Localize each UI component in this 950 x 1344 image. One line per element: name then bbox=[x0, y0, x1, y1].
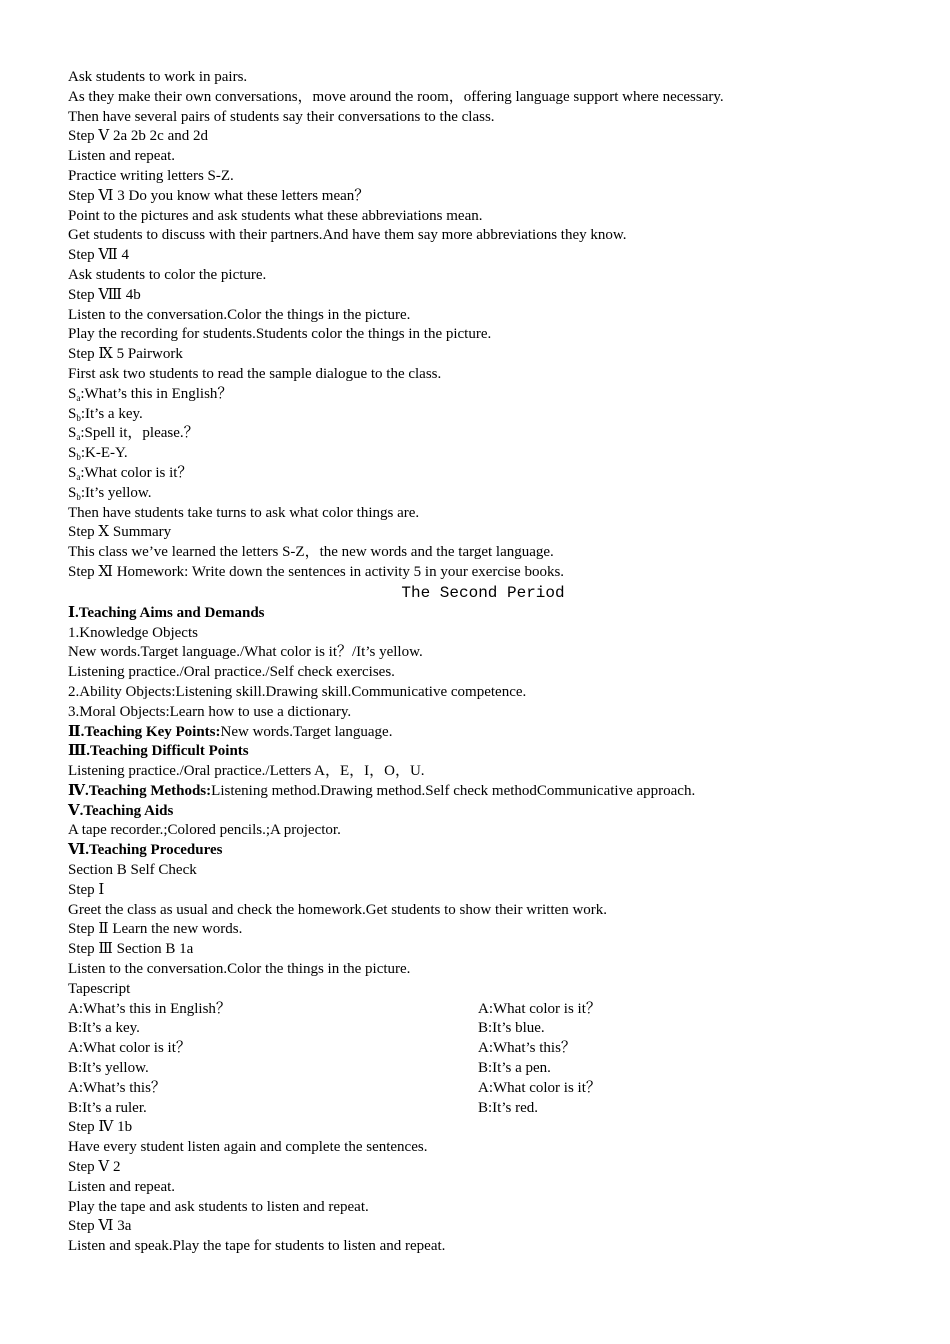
text-line: Practice writing letters S-Z. bbox=[68, 167, 234, 184]
text-line: Listen and speak.Play the tape for students to listen and repeat. bbox=[68, 1238, 446, 1255]
dialogue-line bbox=[68, 484, 888, 504]
aids-heading: Ⅴ.Teaching Aids bbox=[68, 802, 174, 819]
tapescript-line: B:It’s a pen. bbox=[478, 1060, 551, 1077]
text-line: Listen and repeat. bbox=[68, 148, 176, 165]
knowledge-objects: 1.Knowledge Objects bbox=[68, 624, 198, 641]
speaker-subscript: a bbox=[76, 392, 81, 403]
text-line: Step Ⅷ 4b bbox=[68, 286, 141, 303]
tapescript-line: A:What color is it？ bbox=[478, 1000, 601, 1017]
text-line: Step Ⅴ 2 bbox=[68, 1159, 121, 1176]
tapescript-left-column bbox=[68, 1000, 478, 1119]
text-line: Have every student listen again and complete the sentences. bbox=[68, 1139, 428, 1156]
top-section bbox=[68, 68, 888, 385]
tapescript-line: A:What color is it？ bbox=[68, 1040, 191, 1057]
procedure-line: Step Ⅰ bbox=[68, 881, 105, 898]
tapescript-line: B:It’s blue. bbox=[478, 1020, 545, 1037]
dialogue-text: :What color is it？ bbox=[80, 464, 193, 481]
text-line: Play the recording for students.Students color the things in the picture. bbox=[68, 326, 492, 343]
text-line: Listen to the conversation.Color the things in the picture. bbox=[68, 306, 411, 323]
dialogue-text: :It’s yellow. bbox=[80, 484, 152, 501]
tapescript-line: B:It’s yellow. bbox=[68, 1060, 149, 1077]
speaker: S bbox=[68, 464, 77, 481]
text-line: Step Ⅴ 2a 2b 2c and 2d bbox=[68, 128, 208, 145]
procedure-line: Step Ⅱ Learn the new words. bbox=[68, 921, 243, 938]
aims-heading: Ⅰ.Teaching Aims and Demands bbox=[68, 604, 265, 621]
tapescript-line: B:It’s a ruler. bbox=[68, 1099, 147, 1116]
key-points-label: Ⅱ.Teaching Key Points: bbox=[68, 723, 221, 740]
difficult-heading: Ⅲ.Teaching Difficult Points bbox=[68, 743, 249, 760]
methods bbox=[68, 782, 888, 802]
speaker-subscript: b bbox=[76, 412, 81, 423]
methods-label: Ⅳ.Teaching Methods: bbox=[68, 782, 212, 799]
procedure-line: Section B Self Check bbox=[68, 862, 197, 879]
speaker: S bbox=[68, 484, 77, 501]
dialogue-line bbox=[68, 405, 888, 425]
text-line: Get students to discuss with their partners.And have them say more abbreviations they know. bbox=[68, 227, 627, 244]
text-line: First ask two students to read the sample dialogue to the class. bbox=[68, 365, 442, 382]
dialogue-text: :Spell it，please.？ bbox=[80, 425, 199, 442]
text-line: This class we’ve learned the letters S-Z，the new words and the target language. bbox=[68, 544, 554, 561]
sample-dialogue bbox=[68, 385, 888, 504]
speaker: S bbox=[68, 445, 77, 462]
speaker: S bbox=[68, 385, 77, 402]
dialogue-text: :What’s this in English？ bbox=[80, 385, 233, 402]
text-line: Then have students take turns to ask what color things are. bbox=[68, 504, 420, 521]
procedure-lines bbox=[68, 861, 888, 1000]
period-title: The Second Period bbox=[401, 583, 565, 602]
tapescript-right-column bbox=[478, 1000, 888, 1119]
difficult-text: Listening practice./Oral practice./Letters A，E，I，O，U. bbox=[68, 763, 425, 780]
tapescript-line: A:What’s this？ bbox=[68, 1079, 166, 1096]
text-line: Step Ⅵ 3a bbox=[68, 1218, 132, 1235]
key-points-text: New words.Target language. bbox=[220, 723, 393, 740]
aids-text: A tape recorder.;Colored pencils.;A projector. bbox=[68, 822, 341, 839]
procedures-heading: Ⅵ.Teaching Procedures bbox=[68, 842, 223, 859]
speaker-subscript: a bbox=[76, 432, 81, 443]
text-line: Then have several pairs of students say their conversations to the class. bbox=[68, 108, 495, 125]
procedure-line: Step Ⅲ Section B 1a bbox=[68, 941, 194, 958]
closing-section bbox=[68, 1118, 888, 1257]
text-line: Point to the pictures and ask students what these abbreviations mean. bbox=[68, 207, 483, 224]
tapescript-line: B:It’s red. bbox=[478, 1099, 538, 1116]
tapescript-line: B:It’s a key. bbox=[68, 1020, 140, 1037]
text-line: Step Ⅵ 3 Do you know what these letters mean？ bbox=[68, 187, 370, 204]
document-page bbox=[68, 68, 888, 1257]
dialogue-line bbox=[68, 385, 888, 405]
procedure-line: Greet the class as usual and check the homework.Get students to show their written work. bbox=[68, 901, 608, 918]
text-line: Listen and repeat. bbox=[68, 1178, 176, 1195]
tapescript-line: A:What’s this？ bbox=[478, 1040, 576, 1057]
dialogue-line bbox=[68, 444, 888, 464]
speaker-subscript: b bbox=[76, 452, 81, 463]
text-line: Ask students to work in pairs. bbox=[68, 69, 248, 85]
summary-section bbox=[68, 504, 888, 583]
text-line: Step Ⅳ 1b bbox=[68, 1119, 133, 1136]
dialogue-line bbox=[68, 424, 888, 444]
methods-text: Listening method.Drawing method.Self check methodCommunicative approach. bbox=[211, 782, 696, 799]
text-line: Step Ⅸ 5 Pairwork bbox=[68, 346, 183, 363]
tapescript bbox=[68, 1000, 888, 1119]
procedure-line: Tapescript bbox=[68, 980, 131, 997]
speaker-subscript: b bbox=[76, 491, 81, 502]
ability-objects: 2.Ability Objects:Listening skill.Drawing skill.Communicative competence. bbox=[68, 683, 527, 700]
procedure-line: Listen to the conversation.Color the things in the picture. bbox=[68, 961, 411, 978]
text-line: Step Ⅺ Homework: Write down the sentences in activity 5 in your exercise books. bbox=[68, 563, 565, 580]
dialogue-line bbox=[68, 464, 888, 484]
text-line: As they make their own conversations，move around the room，offering language support where necessary. bbox=[68, 88, 724, 105]
text-line: Play the tape and ask students to listen and repeat. bbox=[68, 1198, 369, 1215]
tapescript-line: A:What’s this in English？ bbox=[68, 1000, 231, 1017]
key-points bbox=[68, 723, 888, 743]
speaker: S bbox=[68, 405, 77, 422]
knowledge-line-2: Listening practice./Oral practice./Self check exercises. bbox=[68, 664, 395, 681]
text-line: Ask students to color the picture. bbox=[68, 266, 267, 283]
dialogue-text: :It’s a key. bbox=[80, 405, 143, 422]
tapescript-line: A:What color is it？ bbox=[478, 1079, 601, 1096]
speaker: S bbox=[68, 425, 77, 442]
speaker-subscript: a bbox=[76, 471, 81, 482]
dialogue-text: :K-E-Y. bbox=[80, 445, 128, 462]
text-line: Step Ⅶ 4 bbox=[68, 247, 130, 264]
knowledge-line-1: New words.Target language./What color is it？/It’s yellow. bbox=[68, 644, 423, 661]
text-line: Step Ⅹ Summary bbox=[68, 524, 172, 541]
moral-objects: 3.Moral Objects:Learn how to use a dictionary. bbox=[68, 703, 352, 720]
